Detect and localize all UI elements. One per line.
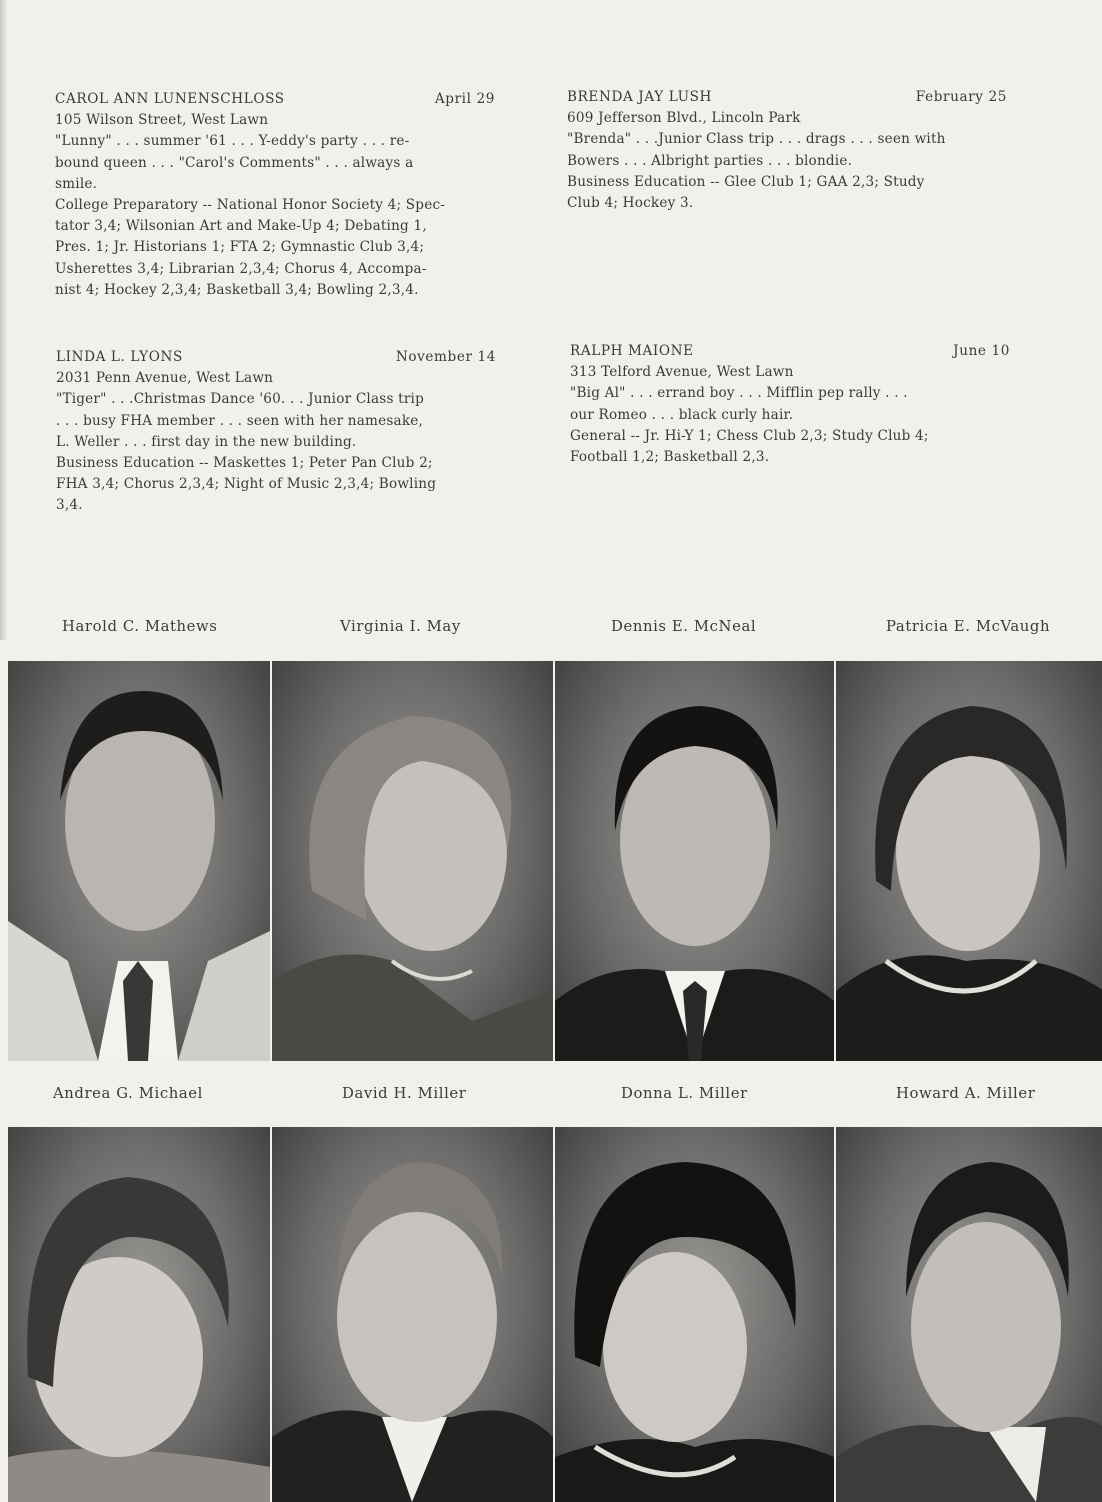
bio-line: Bowers . . . Albright parties . . . blondie. — [567, 152, 853, 169]
bio-line: "Lunny" . . . summer '61 . . . Y-eddy's party . . . re- — [55, 133, 410, 150]
portrait-caption: Howard A. Miller — [896, 1085, 1036, 1102]
portrait-photo — [272, 661, 553, 1061]
senior-bio — [567, 87, 1007, 214]
page-binding-edge — [0, 0, 8, 640]
home-address: 105 Wilson Street, West Lawn — [55, 112, 269, 129]
bio-line: tator 3,4; Wilsonian Art and Make-Up 4; Debating 1, — [55, 218, 427, 235]
portrait-photo — [272, 1127, 553, 1502]
bio-line: Usherettes 3,4; Librarian 2,3,4; Chorus 4, Accompa- — [55, 260, 427, 277]
portrait-photo — [836, 1127, 1102, 1502]
senior-name: LINDA L. LYONS — [56, 349, 183, 365]
bio-header — [56, 347, 496, 368]
bio-line: "Big Al" . . . errand boy . . . Mifflin pep rally . . . — [570, 385, 908, 402]
bio-line: smile. — [55, 175, 98, 192]
bio-line: Business Education -- Glee Club 1; GAA 2,3; Study — [567, 173, 925, 190]
bio-header — [570, 341, 1010, 362]
bio-line: "Brenda" . . .Junior Class trip . . . drags . . . seen with — [567, 131, 946, 148]
bio-line: L. Weller . . . first day in the new building. — [56, 433, 357, 450]
senior-name: CAROL ANN LUNENSCHLOSS — [55, 91, 285, 107]
senior-bio — [570, 341, 1010, 468]
bio-line: bound queen . . . "Carol's Comments" . . . always a — [55, 154, 414, 171]
bio-line: Club 4; Hockey 3. — [567, 195, 694, 212]
bio-line: . . . busy FHA member . . . seen with her namesake, — [56, 412, 424, 429]
bio-line: "Tiger" . . .Christmas Dance '60. . . Junior Class trip — [56, 391, 424, 408]
bio-line: 3,4. — [56, 497, 83, 514]
senior-bio — [55, 89, 495, 301]
senior-bio — [56, 347, 496, 517]
bio-line: FHA 3,4; Chorus 2,3,4; Night of Music 2,3,4; Bowling — [56, 476, 437, 493]
bio-line: Pres. 1; Jr. Historians 1; FTA 2; Gymnastic Club 3,4; — [55, 239, 425, 256]
home-address: 313 Telford Avenue, West Lawn — [570, 364, 794, 381]
bio-line: our Romeo . . . black curly hair. — [570, 406, 794, 423]
home-address: 609 Jefferson Blvd., Lincoln Park — [567, 110, 801, 127]
portrait-caption: Andrea G. Michael — [53, 1085, 203, 1102]
portrait-row — [8, 1127, 1102, 1502]
portrait-caption: Dennis E. McNeal — [611, 618, 757, 635]
bio-line: nist 4; Hockey 2,3,4; Basketball 3,4; Bowling 2,3,4. — [55, 281, 419, 298]
birth-date: April 29 — [434, 91, 495, 107]
portrait-caption: David H. Miller — [342, 1085, 467, 1102]
portrait-row — [8, 661, 1102, 1061]
portrait-captions-row — [0, 618, 1102, 642]
bio-header — [55, 89, 495, 110]
portrait-caption: Patricia E. McVaugh — [886, 618, 1051, 635]
portrait-caption: Harold C. Mathews — [62, 618, 218, 635]
portrait-photo — [8, 1127, 270, 1502]
senior-name: RALPH MAIONE — [570, 343, 694, 359]
birth-date: February 25 — [915, 89, 1007, 105]
bio-line: Business Education -- Maskettes 1; Peter Pan Club 2; — [56, 455, 433, 472]
birth-date: June 10 — [953, 343, 1010, 359]
portrait-photo — [555, 661, 834, 1061]
bio-header — [567, 87, 1007, 108]
portrait-caption: Donna L. Miller — [621, 1085, 748, 1102]
portrait-caption: Virginia I. May — [340, 618, 461, 635]
birth-date: November 14 — [395, 349, 496, 365]
portrait-photo — [8, 661, 270, 1061]
portrait-photo — [555, 1127, 834, 1502]
home-address: 2031 Penn Avenue, West Lawn — [56, 370, 274, 387]
bio-line: College Preparatory -- National Honor Society 4; Spec- — [55, 197, 446, 214]
bio-line: General -- Jr. Hi-Y 1; Chess Club 2,3; Study Club 4; — [570, 427, 929, 444]
senior-name: BRENDA JAY LUSH — [567, 89, 712, 105]
portrait-captions-row — [0, 1085, 1102, 1109]
bio-line: Football 1,2; Basketball 2,3. — [570, 449, 770, 466]
portrait-photo — [836, 661, 1102, 1061]
